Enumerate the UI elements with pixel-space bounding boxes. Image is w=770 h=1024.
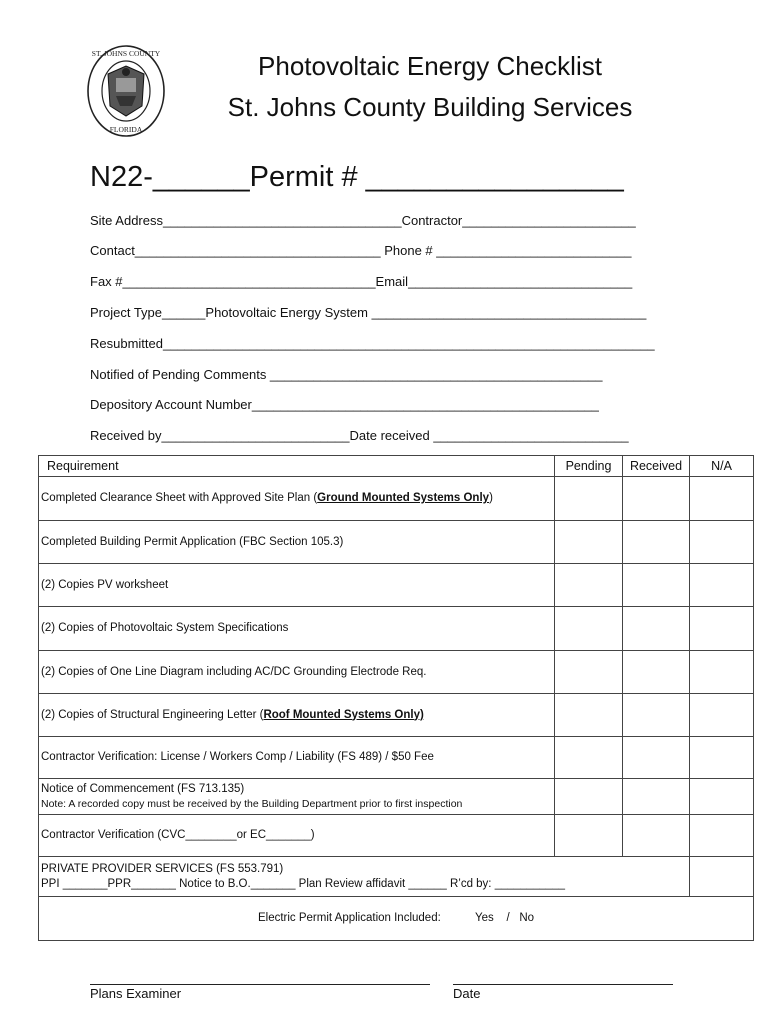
notified-pending-comments-field[interactable]: Notified of Pending Comments ______________________________________________ xyxy=(90,367,603,382)
fax-email-field[interactable]: Fax #___________________________________Email_______________________________ xyxy=(90,274,633,289)
na-header: N/A xyxy=(690,456,754,477)
document-title: Photovoltaic Energy Checklist xyxy=(258,51,602,81)
table-row xyxy=(39,651,754,694)
received-checkbox-cell[interactable] xyxy=(623,737,690,779)
permit-number-field[interactable]: N22-______Permit # ________________ xyxy=(90,161,624,193)
pending-checkbox-cell[interactable] xyxy=(555,651,623,694)
na-checkbox-cell[interactable] xyxy=(690,815,754,857)
pending-checkbox-cell[interactable] xyxy=(555,607,623,651)
requirement-cell: (2) Copies of Photovoltaic System Specifications xyxy=(39,607,555,651)
na-checkbox-cell[interactable] xyxy=(690,651,754,694)
plans-examiner-label: Plans Examiner xyxy=(90,986,182,1001)
requirements-table xyxy=(38,455,754,941)
requirement-cell: Contractor Verification: License / Workers Comp / Liability (FS 489) / $50 Fee xyxy=(39,737,555,779)
requirement-cell: (2) Copies PV worksheet xyxy=(39,564,555,607)
table-row xyxy=(39,477,754,521)
pending-checkbox-cell[interactable] xyxy=(555,815,623,857)
pending-checkbox-cell[interactable] xyxy=(555,694,623,737)
requirement-cell: Completed Clearance Sheet with Approved Site Plan (Ground Mounted Systems Only) xyxy=(39,477,555,521)
requirement-cell: Contractor Verification (CVC________or EC_______) xyxy=(39,815,555,857)
project-type-field[interactable]: Project Type______Photovoltaic Energy System ______________________________________ xyxy=(90,305,647,320)
requirement-cell: Completed Building Permit Application (FBC Section 105.3) xyxy=(39,521,555,564)
private-provider-cell: PRIVATE PROVIDER SERVICES (FS 553.791) PPI _______PPR_______ Notice to B.O._______ Plan Review affidavit ______ R’cd by: ___________ xyxy=(39,857,690,897)
requirement-cell: (2) Copies of One Line Diagram including AC/DC Grounding Electrode Req. xyxy=(39,651,555,694)
na-checkbox-cell[interactable] xyxy=(690,737,754,779)
received-checkbox-cell[interactable] xyxy=(623,694,690,737)
svg-text:ST. JOHNS COUNTY: ST. JOHNS COUNTY xyxy=(91,49,161,58)
table-row xyxy=(39,607,754,651)
resubmitted-field[interactable]: Resubmitted____________________________________________________________________ xyxy=(90,336,655,351)
site-address-contractor-field[interactable]: Site Address_________________________________Contractor________________________ xyxy=(90,213,636,228)
na-checkbox-cell[interactable] xyxy=(690,694,754,737)
received-header: Received xyxy=(623,456,690,477)
pending-checkbox-cell[interactable] xyxy=(555,737,623,779)
requirement-cell: (2) Copies of Structural Engineering Letter (Roof Mounted Systems Only) xyxy=(39,694,555,737)
received-checkbox-cell[interactable] xyxy=(623,779,690,815)
received-checkbox-cell[interactable] xyxy=(623,607,690,651)
pending-checkbox-cell[interactable] xyxy=(555,477,623,521)
yes-option[interactable]: Yes xyxy=(474,912,494,924)
na-checkbox-cell[interactable] xyxy=(690,607,754,651)
pending-checkbox-cell[interactable] xyxy=(555,564,623,607)
table-row xyxy=(39,521,754,564)
received-checkbox-cell[interactable] xyxy=(623,815,690,857)
na-checkbox-cell[interactable] xyxy=(690,521,754,564)
date-signature-line[interactable] xyxy=(453,984,673,985)
received-checkbox-cell[interactable] xyxy=(623,477,690,521)
electric-permit-label: Electric Permit Application Included: xyxy=(257,912,441,924)
received-checkbox-cell[interactable] xyxy=(623,651,690,694)
received-checkbox-cell[interactable] xyxy=(623,564,690,607)
na-checkbox-cell[interactable] xyxy=(690,857,754,897)
requirement-header: Requirement xyxy=(39,456,555,477)
table-row xyxy=(39,694,754,737)
received-by-date-field[interactable]: Received by__________________________Date received ___________________________ xyxy=(90,428,629,443)
table-header-row xyxy=(39,456,754,477)
pending-header: Pending xyxy=(555,456,623,477)
svg-text:FLORIDA: FLORIDA xyxy=(109,125,143,134)
table-row xyxy=(39,857,754,897)
table-row xyxy=(39,564,754,607)
table-row xyxy=(39,815,754,857)
contact-phone-field[interactable]: Contact__________________________________ Phone # ___________________________ xyxy=(90,243,632,258)
requirement-cell: Notice of Commencement (FS 713.135) Note: A recorded copy must be received by the Building Department prior to first inspection xyxy=(39,779,555,815)
electric-permit-cell xyxy=(39,897,754,941)
pending-checkbox-cell[interactable] xyxy=(555,521,623,564)
pending-checkbox-cell[interactable] xyxy=(555,779,623,815)
plans-examiner-signature-line[interactable] xyxy=(90,984,430,985)
na-checkbox-cell[interactable] xyxy=(690,564,754,607)
document-subtitle: St. Johns County Building Services xyxy=(227,92,633,122)
na-checkbox-cell[interactable] xyxy=(690,477,754,521)
depository-account-field[interactable]: Depository Account Number________________________________________________ xyxy=(90,397,599,412)
date-label: Date xyxy=(453,986,481,1001)
table-row xyxy=(39,897,754,941)
received-checkbox-cell[interactable] xyxy=(623,521,690,564)
table-row xyxy=(39,779,754,815)
table-row xyxy=(39,737,754,779)
option-separator: / xyxy=(506,912,510,924)
no-option[interactable]: No xyxy=(519,912,535,924)
na-checkbox-cell[interactable] xyxy=(690,779,754,815)
